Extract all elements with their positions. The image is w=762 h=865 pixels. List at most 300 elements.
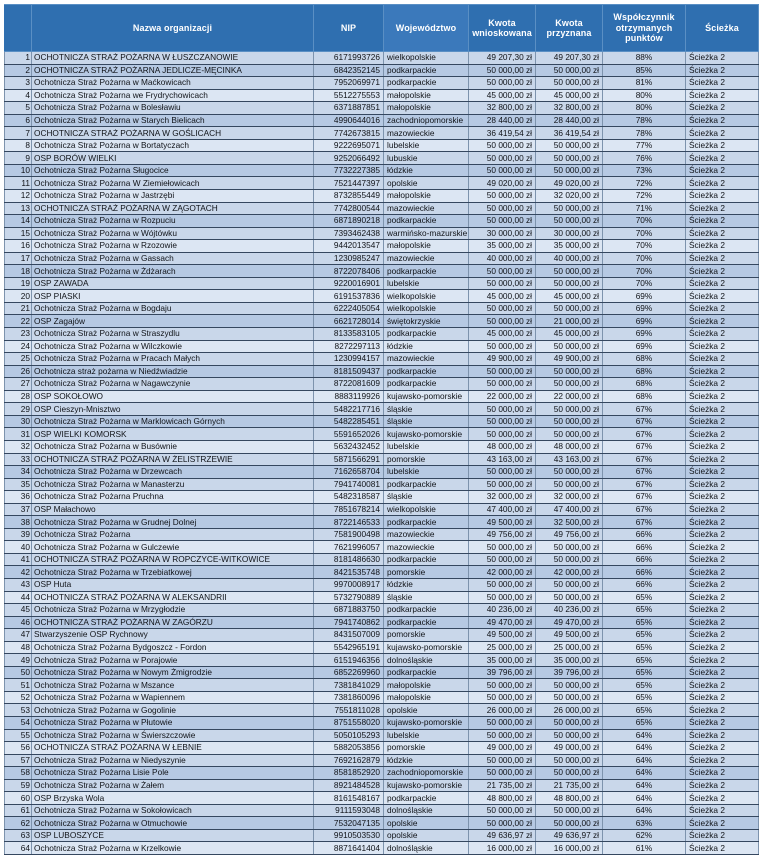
cell-przy[interactable]: 49 756,00 zł [536,528,603,541]
cell-wnio[interactable]: 22 000,00 zł [469,390,536,403]
cell-wsp[interactable]: 78% [603,114,686,127]
cell-name[interactable]: Ochotnicza Straż Pożarna w Gulczewie [32,541,314,554]
cell-wnio[interactable]: 45 000,00 zł [469,89,536,102]
table-row[interactable] [5,52,759,65]
table-row[interactable] [5,190,759,203]
cell-wnio[interactable]: 49 756,00 zł [469,528,536,541]
cell-idx[interactable]: 58 [5,767,32,780]
cell-scie[interactable]: Ścieżka 2 [686,328,759,341]
table-row[interactable] [5,114,759,127]
cell-przy[interactable]: 48 800,00 zł [536,792,603,805]
cell-idx[interactable]: 44 [5,591,32,604]
cell-wsp[interactable]: 65% [603,641,686,654]
cell-nip[interactable]: 8581852920 [314,767,384,780]
cell-wsp[interactable]: 72% [603,190,686,203]
cell-wnio[interactable]: 50 000,00 zł [469,754,536,767]
cell-name[interactable]: OCHOTNICZA STRAŻ POŻARNA JEDLICZE-MĘCINKA [32,64,314,77]
cell-przy[interactable]: 49 636,97 zł [536,829,603,842]
table-row[interactable] [5,290,759,303]
table-row[interactable] [5,754,759,767]
cell-idx[interactable]: 26 [5,365,32,378]
table-row[interactable] [5,679,759,692]
cell-przy[interactable]: 50 000,00 zł [536,817,603,830]
cell-name[interactable]: Ochotnicza Straż Pożarna w Nowym Żmigrodzie [32,666,314,679]
cell-przy[interactable]: 50 000,00 zł [536,478,603,491]
cell-wsp[interactable]: 66% [603,528,686,541]
cell-wsp[interactable]: 65% [603,591,686,604]
cell-woj[interactable]: pomorskie [384,742,469,755]
cell-scie[interactable]: Ścieżka 2 [686,215,759,228]
cell-nip[interactable]: 9222695071 [314,139,384,152]
cell-name[interactable]: Ochotnicza Straż Pożarna w Krzelkowie [32,842,314,855]
table-row[interactable] [5,792,759,805]
cell-idx[interactable]: 35 [5,478,32,491]
cell-wnio[interactable]: 50 000,00 zł [469,553,536,566]
cell-woj[interactable]: opolskie [384,829,469,842]
cell-scie[interactable]: Ścieżka 2 [686,553,759,566]
cell-idx[interactable]: 52 [5,691,32,704]
cell-woj[interactable]: mazowieckie [384,127,469,140]
cell-wsp[interactable]: 67% [603,478,686,491]
cell-wsp[interactable]: 73% [603,164,686,177]
cell-woj[interactable]: śląskie [384,403,469,416]
cell-name[interactable]: OSP Brzyska Wola [32,792,314,805]
cell-idx[interactable]: 55 [5,729,32,742]
cell-idx[interactable]: 21 [5,302,32,315]
cell-wnio[interactable]: 50 000,00 zł [469,679,536,692]
cell-idx[interactable]: 20 [5,290,32,303]
cell-wsp[interactable]: 63% [603,817,686,830]
cell-scie[interactable]: Ścieżka 2 [686,842,759,855]
cell-woj[interactable]: podkarpackie [384,265,469,278]
cell-scie[interactable]: Ścieżka 2 [686,817,759,830]
cell-wnio[interactable]: 50 000,00 zł [469,478,536,491]
cell-name[interactable]: OSP LUBOSZYCE [32,829,314,842]
cell-wnio[interactable]: 50 000,00 zł [469,215,536,228]
cell-wnio[interactable]: 50 000,00 zł [469,77,536,90]
cell-wnio[interactable]: 16 000,00 zł [469,842,536,855]
cell-nip[interactable]: 7621996057 [314,541,384,554]
cell-wnio[interactable]: 50 000,00 zł [469,541,536,554]
cell-name[interactable]: Ochotnicza Straż Pożarna w Żdżarach [32,265,314,278]
cell-name[interactable]: Ochotnicza Straż Pożarna w Starych Bielicach [32,114,314,127]
cell-wnio[interactable]: 48 800,00 zł [469,792,536,805]
table-row[interactable] [5,365,759,378]
cell-nip[interactable]: 7742800544 [314,202,384,215]
cell-idx[interactable]: 56 [5,742,32,755]
cell-wsp[interactable]: 65% [603,616,686,629]
table-row[interactable] [5,102,759,115]
cell-woj[interactable]: łódzkie [384,578,469,591]
table-row[interactable] [5,428,759,441]
cell-przy[interactable]: 50 000,00 zł [536,754,603,767]
cell-name[interactable]: Ochotnicza Straż Pożarna [32,528,314,541]
cell-woj[interactable]: podkarpackie [384,378,469,391]
cell-scie[interactable]: Ścieżka 2 [686,503,759,516]
cell-idx[interactable]: 24 [5,340,32,353]
cell-wsp[interactable]: 67% [603,415,686,428]
cell-name[interactable]: Ochotnicza Straż Pożarna Sługocice [32,164,314,177]
cell-wnio[interactable]: 35 000,00 zł [469,240,536,253]
cell-nip[interactable]: 8871641404 [314,842,384,855]
cell-wsp[interactable]: 65% [603,716,686,729]
cell-nip[interactable]: 5542965191 [314,641,384,654]
cell-scie[interactable]: Ścieżka 2 [686,767,759,780]
cell-name[interactable]: Ochotnicza Straż Pożarna w Jastrzębi [32,190,314,203]
cell-scie[interactable]: Ścieżka 2 [686,390,759,403]
cell-nip[interactable]: 9252066492 [314,152,384,165]
cell-idx[interactable]: 46 [5,616,32,629]
cell-name[interactable]: OSP Małachowo [32,503,314,516]
cell-nip[interactable]: 8421535748 [314,566,384,579]
cell-scie[interactable]: Ścieżka 2 [686,52,759,65]
cell-idx[interactable]: 29 [5,403,32,416]
cell-name[interactable]: Ochotnicza Straż Pożarna Lisie Pole [32,767,314,780]
cell-woj[interactable]: łódzkie [384,340,469,353]
cell-woj[interactable]: zachodniopomorskie [384,767,469,780]
cell-wnio[interactable]: 50 000,00 zł [469,302,536,315]
cell-idx[interactable]: 41 [5,553,32,566]
cell-idx[interactable]: 61 [5,804,32,817]
cell-przy[interactable]: 50 000,00 zł [536,804,603,817]
cell-scie[interactable]: Ścieżka 2 [686,403,759,416]
cell-idx[interactable]: 10 [5,164,32,177]
cell-name[interactable]: Ochotnicza Straż Pożarna w Świerszczowie [32,729,314,742]
cell-nip[interactable]: 6852269960 [314,666,384,679]
cell-wsp[interactable]: 70% [603,265,686,278]
cell-wsp[interactable]: 77% [603,139,686,152]
cell-name[interactable]: Ochotnicza Straż Pożarna w Mszance [32,679,314,692]
cell-woj[interactable]: łódzkie [384,164,469,177]
table-row[interactable] [5,202,759,215]
cell-wnio[interactable]: 50 000,00 zł [469,415,536,428]
cell-nip[interactable]: 9442013547 [314,240,384,253]
cell-scie[interactable]: Ścieżka 2 [686,378,759,391]
cell-woj[interactable]: lubuskie [384,152,469,165]
cell-przy[interactable]: 50 000,00 zł [536,265,603,278]
table-row[interactable] [5,77,759,90]
cell-name[interactable]: OCHOTNICZA STRAŻ POŻARNA W ROPCZYCE-WITKOWICE [32,553,314,566]
cell-nip[interactable]: 9910503530 [314,829,384,842]
table-row[interactable] [5,440,759,453]
cell-scie[interactable]: Ścieżka 2 [686,252,759,265]
cell-nip[interactable]: 8133583105 [314,328,384,341]
cell-wnio[interactable]: 50 000,00 zł [469,578,536,591]
cell-wsp[interactable]: 70% [603,277,686,290]
cell-woj[interactable]: podkarpackie [384,516,469,529]
cell-idx[interactable]: 57 [5,754,32,767]
table-row[interactable] [5,177,759,190]
cell-wsp[interactable]: 76% [603,152,686,165]
cell-idx[interactable]: 40 [5,541,32,554]
cell-nip[interactable]: 8722081609 [314,378,384,391]
cell-idx[interactable]: 2 [5,64,32,77]
cell-przy[interactable]: 50 000,00 zł [536,164,603,177]
cell-idx[interactable]: 7 [5,127,32,140]
cell-scie[interactable]: Ścieżka 2 [686,491,759,504]
table-row[interactable] [5,516,759,529]
cell-idx[interactable]: 64 [5,842,32,855]
cell-scie[interactable]: Ścieżka 2 [686,152,759,165]
cell-wsp[interactable]: 64% [603,729,686,742]
cell-name[interactable]: Ochotnicza Straż Pożarna w Rzozowie [32,240,314,253]
cell-woj[interactable]: mazowieckie [384,353,469,366]
cell-woj[interactable]: mazowieckie [384,541,469,554]
cell-woj[interactable]: opolskie [384,177,469,190]
cell-woj[interactable]: śląskie [384,591,469,604]
cell-idx[interactable]: 47 [5,629,32,642]
cell-przy[interactable]: 30 000,00 zł [536,227,603,240]
cell-name[interactable]: OSP Zagajów [32,315,314,328]
cell-name[interactable]: Ochotnicza Straż Pożarna w Płutowie [32,716,314,729]
cell-przy[interactable]: 32 500,00 zł [536,516,603,529]
cell-wnio[interactable]: 50 000,00 zł [469,817,536,830]
cell-nip[interactable]: 6222405054 [314,302,384,315]
table-row[interactable] [5,415,759,428]
cell-wnio[interactable]: 35 000,00 zł [469,654,536,667]
cell-wnio[interactable]: 49 207,30 zł [469,52,536,65]
cell-woj[interactable]: lubelskie [384,277,469,290]
cell-woj[interactable]: podkarpackie [384,604,469,617]
cell-idx[interactable]: 42 [5,566,32,579]
cell-name[interactable]: OCHOTNICZA STRAŻ POŻARNA W ZAGÓRZU [32,616,314,629]
table-row[interactable] [5,629,759,642]
cell-nip[interactable]: 6842352145 [314,64,384,77]
cell-nip[interactable]: 7521447397 [314,177,384,190]
cell-przy[interactable]: 49 020,00 zł [536,177,603,190]
cell-przy[interactable]: 50 000,00 zł [536,767,603,780]
cell-name[interactable]: OCHOTNICZA STRAŻ POŻARNA W ALEKSANDRII [32,591,314,604]
cell-idx[interactable]: 54 [5,716,32,729]
table-row[interactable] [5,641,759,654]
cell-wnio[interactable]: 49 900,00 zł [469,353,536,366]
cell-nip[interactable]: 5882053856 [314,742,384,755]
cell-idx[interactable]: 9 [5,152,32,165]
cell-przy[interactable]: 50 000,00 zł [536,302,603,315]
cell-wnio[interactable]: 45 000,00 zł [469,328,536,341]
cell-wsp[interactable]: 64% [603,792,686,805]
table-row[interactable] [5,240,759,253]
cell-nip[interactable]: 6191537836 [314,290,384,303]
table-row[interactable] [5,842,759,855]
cell-scie[interactable]: Ścieżka 2 [686,516,759,529]
cell-scie[interactable]: Ścieżka 2 [686,290,759,303]
cell-scie[interactable]: Ścieżka 2 [686,353,759,366]
cell-wnio[interactable]: 50 000,00 zł [469,403,536,416]
cell-wsp[interactable]: 85% [603,64,686,77]
cell-przy[interactable]: 32 000,00 zł [536,491,603,504]
column-header-sciezka[interactable]: Ścieżka [686,5,759,52]
table-row[interactable] [5,654,759,667]
cell-name[interactable]: Ochotnicza Straż Pożarna w Pracach Małych [32,353,314,366]
cell-woj[interactable]: świętokrzyskie [384,315,469,328]
cell-przy[interactable]: 50 000,00 zł [536,415,603,428]
cell-wsp[interactable]: 66% [603,553,686,566]
cell-woj[interactable]: warmińsko-mazurskie [384,227,469,240]
table-row[interactable] [5,227,759,240]
cell-nip[interactable]: 4990644016 [314,114,384,127]
table-row[interactable] [5,491,759,504]
cell-wnio[interactable]: 32 000,00 zł [469,491,536,504]
cell-wsp[interactable]: 78% [603,127,686,140]
cell-wnio[interactable]: 49 020,00 zł [469,177,536,190]
column-header-kwota-wnioskowana[interactable]: Kwota wnioskowana [469,5,536,52]
table-row[interactable] [5,729,759,742]
cell-wsp[interactable]: 65% [603,604,686,617]
cell-name[interactable]: Ochotnicza Straż Pożarna Bydgoszcz - Fordon [32,641,314,654]
cell-przy[interactable]: 50 000,00 zł [536,77,603,90]
cell-nip[interactable]: 7581900498 [314,528,384,541]
cell-wsp[interactable]: 66% [603,578,686,591]
cell-woj[interactable]: podkarpackie [384,616,469,629]
cell-przy[interactable]: 49 470,00 zł [536,616,603,629]
cell-woj[interactable]: lubelskie [384,466,469,479]
cell-wnio[interactable]: 28 440,00 zł [469,114,536,127]
cell-wnio[interactable]: 40 000,00 zł [469,252,536,265]
cell-nip[interactable]: 8921484528 [314,779,384,792]
cell-idx[interactable]: 19 [5,277,32,290]
cell-wsp[interactable]: 64% [603,754,686,767]
cell-wnio[interactable]: 21 735,00 zł [469,779,536,792]
cell-przy[interactable]: 50 000,00 zł [536,215,603,228]
column-header-nazwa-organizacji[interactable]: Nazwa organizacji [32,5,314,52]
cell-wsp[interactable]: 61% [603,842,686,855]
cell-wnio[interactable]: 50 000,00 zł [469,466,536,479]
cell-nip[interactable]: 7692162879 [314,754,384,767]
cell-woj[interactable]: kujawsko-pomorskie [384,716,469,729]
table-row[interactable] [5,742,759,755]
cell-nip[interactable]: 7742673815 [314,127,384,140]
table-row[interactable] [5,127,759,140]
cell-idx[interactable]: 62 [5,817,32,830]
cell-name[interactable]: Ochotnicza Straż Pożarna w Mrzygłodzie [32,604,314,617]
cell-nip[interactable]: 7732227385 [314,164,384,177]
cell-przy[interactable]: 39 796,00 zł [536,666,603,679]
cell-wnio[interactable]: 50 000,00 zł [469,64,536,77]
cell-idx[interactable]: 43 [5,578,32,591]
cell-wsp[interactable]: 68% [603,378,686,391]
table-row[interactable] [5,716,759,729]
cell-wnio[interactable]: 50 000,00 zł [469,265,536,278]
table-row[interactable] [5,616,759,629]
cell-przy[interactable]: 50 000,00 zł [536,466,603,479]
table-row[interactable] [5,704,759,717]
cell-scie[interactable]: Ścieżka 2 [686,466,759,479]
cell-scie[interactable]: Ścieżka 2 [686,641,759,654]
cell-idx[interactable]: 3 [5,77,32,90]
cell-woj[interactable]: małopolskie [384,679,469,692]
cell-przy[interactable]: 43 163,00 zł [536,453,603,466]
cell-woj[interactable]: dolnośląskie [384,654,469,667]
cell-nip[interactable]: 6621728014 [314,315,384,328]
cell-scie[interactable]: Ścieżka 2 [686,716,759,729]
cell-nip[interactable]: 8722078406 [314,265,384,278]
cell-woj[interactable]: podkarpackie [384,365,469,378]
table-row[interactable] [5,390,759,403]
cell-name[interactable]: Ochotnicza Straż Pożarna w Żałem [32,779,314,792]
cell-wnio[interactable]: 49 000,00 zł [469,742,536,755]
cell-idx[interactable]: 45 [5,604,32,617]
cell-name[interactable]: OSP WIELKI KOMORSK [32,428,314,441]
cell-wsp[interactable]: 65% [603,691,686,704]
cell-scie[interactable]: Ścieżka 2 [686,277,759,290]
cell-nip[interactable]: 6151946356 [314,654,384,667]
cell-scie[interactable]: Ścieżka 2 [686,742,759,755]
cell-wsp[interactable]: 68% [603,353,686,366]
table-row[interactable] [5,817,759,830]
cell-woj[interactable]: mazowieckie [384,252,469,265]
cell-name[interactable]: OCHOTNICZA STRAŻ POŻARNA W ŁEBNIE [32,742,314,755]
cell-wnio[interactable]: 50 000,00 zł [469,202,536,215]
cell-name[interactable]: Ochotnicza Straż Pożarna w Marklowicach Górnych [32,415,314,428]
cell-idx[interactable]: 60 [5,792,32,805]
cell-idx[interactable]: 49 [5,654,32,667]
cell-name[interactable]: Ochotnicza Straż Pożarna w Wójtówku [32,227,314,240]
cell-wsp[interactable]: 70% [603,240,686,253]
cell-przy[interactable]: 50 000,00 zł [536,277,603,290]
cell-woj[interactable]: lubelskie [384,440,469,453]
table-row[interactable] [5,378,759,391]
cell-wnio[interactable]: 50 000,00 zł [469,729,536,742]
table-row[interactable] [5,403,759,416]
cell-przy[interactable]: 50 000,00 zł [536,139,603,152]
cell-wsp[interactable]: 66% [603,541,686,554]
cell-wnio[interactable]: 49 500,00 zł [469,629,536,642]
cell-woj[interactable]: pomorskie [384,629,469,642]
cell-wnio[interactable]: 49 636,97 zł [469,829,536,842]
cell-nip[interactable]: 9111593048 [314,804,384,817]
cell-woj[interactable]: lubelskie [384,729,469,742]
cell-nip[interactable]: 5512275553 [314,89,384,102]
cell-woj[interactable]: kujawsko-pomorskie [384,779,469,792]
cell-scie[interactable]: Ścieżka 2 [686,164,759,177]
cell-przy[interactable]: 50 000,00 zł [536,553,603,566]
cell-wnio[interactable]: 36 419,54 zł [469,127,536,140]
cell-idx[interactable]: 34 [5,466,32,479]
table-row[interactable] [5,315,759,328]
table-row[interactable] [5,666,759,679]
cell-wnio[interactable]: 40 236,00 zł [469,604,536,617]
cell-name[interactable]: Ochotnicza Straż Pożarna w Gassach [32,252,314,265]
cell-woj[interactable]: lubelskie [384,139,469,152]
cell-wsp[interactable]: 67% [603,516,686,529]
cell-woj[interactable]: podkarpackie [384,478,469,491]
cell-wnio[interactable]: 50 000,00 zł [469,277,536,290]
cell-scie[interactable]: Ścieżka 2 [686,127,759,140]
cell-name[interactable]: Ochotnicza Straż Pożarna Pruchna [32,491,314,504]
cell-woj[interactable]: pomorskie [384,453,469,466]
cell-woj[interactable]: śląskie [384,491,469,504]
cell-nip[interactable]: 5482217716 [314,403,384,416]
table-row[interactable] [5,353,759,366]
cell-scie[interactable]: Ścieżka 2 [686,64,759,77]
cell-przy[interactable]: 49 500,00 zł [536,629,603,642]
cell-przy[interactable]: 47 400,00 zł [536,503,603,516]
cell-name[interactable]: Ochotnicza Straż Pożarna w Wilczkowie [32,340,314,353]
column-header-kwota-przyznana[interactable]: Kwota przyznana [536,5,603,52]
cell-nip[interactable]: 7851678214 [314,503,384,516]
cell-nip[interactable]: 8272297113 [314,340,384,353]
cell-idx[interactable]: 53 [5,704,32,717]
cell-woj[interactable]: opolskie [384,704,469,717]
cell-przy[interactable]: 50 000,00 zł [536,365,603,378]
cell-scie[interactable]: Ścieżka 2 [686,227,759,240]
cell-nip[interactable]: 8181509437 [314,365,384,378]
cell-wsp[interactable]: 68% [603,365,686,378]
cell-idx[interactable]: 18 [5,265,32,278]
cell-nip[interactable]: 7162658704 [314,466,384,479]
cell-scie[interactable]: Ścieżka 2 [686,478,759,491]
